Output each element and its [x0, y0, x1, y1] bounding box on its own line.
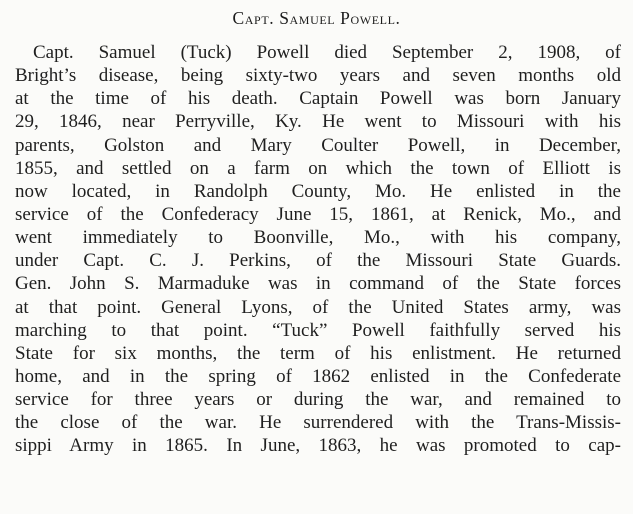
text-line: parents, Golston and Mary Coulter Powell, in December, [15, 134, 621, 156]
article-body [15, 41, 621, 458]
text-line: marching to that point. “Tuck” Powell faithfully served his [15, 319, 621, 341]
text-line: at the time of his death. Captain Powell was born January [15, 88, 621, 110]
text-line: 1855, and settled on a farm on which the town of Elliott is [15, 157, 621, 179]
text-line: under Capt. C. J. Perkins, of the Missouri State Guards. [15, 250, 621, 272]
text-line: service of the Confederacy June 15, 1861, at Renick, Mo., and [15, 203, 621, 225]
text-line: sippi Army in 1865. In June, 1863, he was promoted to cap- [15, 435, 621, 457]
text-line: the close of the war. He surrendered with the Trans-Missis- [15, 412, 621, 434]
text-line: 29, 1846, near Perryville, Ky. He went to Missouri with his [15, 111, 621, 133]
text-line: service for three years or during the war, and remained to [15, 389, 621, 411]
text-line: State for six months, the term of his enlistment. He returned [15, 342, 621, 364]
text-line: Bright’s disease, being sixty-two years and seven months old [15, 65, 621, 87]
text-line: Capt. Samuel (Tuck) Powell died September 2, 1908, of [33, 42, 621, 63]
text-line: now located, in Randolph County, Mo. He enlisted in the [15, 180, 621, 202]
text-line: at that point. General Lyons, of the United States army, was [15, 296, 621, 318]
text-line: went immediately to Boonville, Mo., with his company, [15, 227, 621, 249]
article-title: Capt. Samuel Powell. [232, 8, 401, 28]
text-line: home, and in the spring of 1862 enlisted in the Confederate [15, 365, 621, 387]
text-line: Gen. John S. Marmaduke was in command of the State forces [15, 273, 621, 295]
